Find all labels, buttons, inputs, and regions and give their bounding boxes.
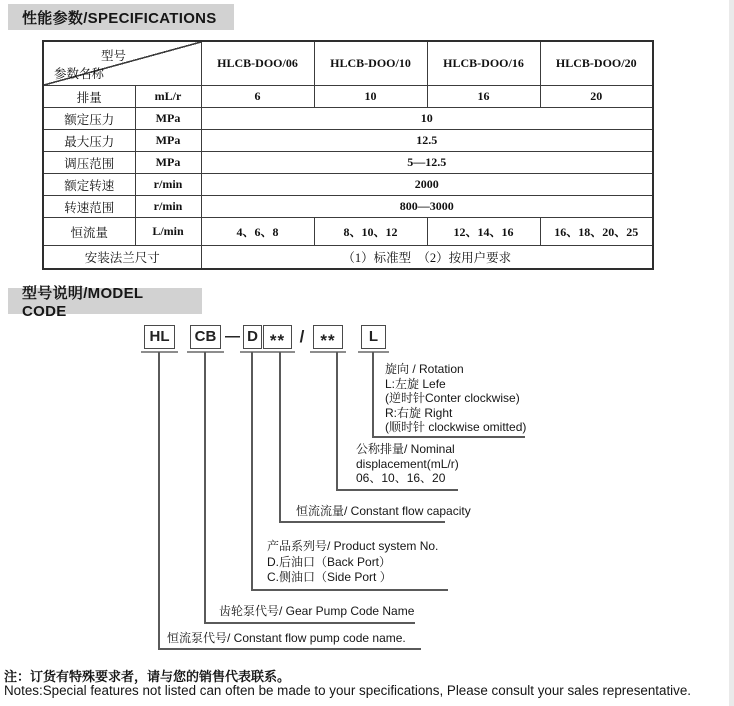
underline-pump: [158, 648, 421, 650]
row-name: 最大压力: [43, 130, 135, 152]
annotation-series: [267, 539, 438, 586]
spec-table: [42, 40, 654, 270]
corner-label-model: 型号: [101, 49, 127, 63]
annotation-line: 06、10、16、20: [356, 471, 446, 485]
code-segment-cb: CB: [190, 325, 221, 349]
table-row: [43, 130, 653, 152]
annotation-rotation: [385, 362, 526, 435]
table-row: [43, 86, 653, 108]
table-row: [43, 108, 653, 130]
cell-value: 16、18、20、25: [540, 218, 653, 246]
cell-value-merged: 2000: [201, 174, 653, 196]
row-name: 安装法兰尺寸: [43, 246, 201, 270]
underline-gear: [204, 622, 415, 624]
annotation-line: 恒流流量/ Constant flow capacity: [296, 504, 471, 518]
row-name: 恒流量: [43, 218, 135, 246]
annotation-line: 产品系列号/ Product system No.: [267, 539, 439, 553]
connector-line-stars2: [336, 352, 338, 489]
cell-value: 10: [314, 86, 427, 108]
underbar-stars1: [260, 351, 295, 353]
annotation-displacement: [356, 442, 459, 486]
table-row: [43, 152, 653, 174]
cell-value: 4、6、8: [201, 218, 314, 246]
row-unit: r/min: [135, 174, 201, 196]
model-code-section-title: 型号说明/MODEL CODE: [8, 288, 202, 314]
cell-value: 8、10、12: [314, 218, 427, 246]
row-unit: L/min: [135, 218, 201, 246]
cell-value-merged: 12.5: [201, 130, 653, 152]
connector-line-hl: [158, 352, 160, 648]
annotation-line: D.后油口（Back Port）: [267, 554, 392, 569]
diagonal-header-cell: [43, 41, 201, 86]
annotation-line: (逆时针Conter clockwise): [385, 391, 520, 405]
column-header: HLCB-DOO/20: [540, 41, 653, 86]
row-unit: MPa: [135, 152, 201, 174]
code-segment-hl: HL: [144, 325, 175, 349]
specifications-section-title: 性能参数/SPECIFICATIONS: [8, 4, 234, 30]
corner-label-parameter: 参数名称: [54, 67, 105, 81]
table-header-row: [43, 41, 653, 86]
code-segment-dash: —: [225, 328, 240, 345]
note-english: Notes:Special features not listed can often be made to your specifications, Please consult your sales representative.: [4, 683, 692, 698]
row-name: 额定压力: [43, 108, 135, 130]
cell-value-merged: 800—3000: [201, 196, 653, 218]
annotation-line: 公称排量/ Nominal: [356, 442, 455, 456]
connector-line-d: [251, 352, 253, 589]
underline-rotation: [372, 436, 525, 438]
row-unit: MPa: [135, 130, 201, 152]
connector-line-stars1: [279, 352, 281, 521]
annotation-line: 齿轮泵代号/ Gear Pump Code Name: [219, 604, 415, 618]
cell-value-merged: （1）标准型 （2）按用户要求: [201, 246, 653, 270]
underline-series: [251, 589, 448, 591]
annotation-line: displacement(mL/r): [356, 456, 459, 471]
annotation-line: L:左旋 Lefe: [385, 376, 446, 391]
row-name: 调压范围: [43, 152, 135, 174]
row-unit: MPa: [135, 108, 201, 130]
row-name: 转速范围: [43, 196, 135, 218]
code-segment-slash: /: [299, 327, 305, 346]
annotation-line: (顺时针 clockwise omitted): [385, 420, 527, 434]
row-name: 排量: [43, 86, 135, 108]
cell-value: 6: [201, 86, 314, 108]
cell-value-merged: 10: [201, 108, 653, 130]
annotation-line: 旋向 / Rotation: [385, 362, 464, 376]
note-chinese: 注：订货有特殊要求者，请与您的销售代表联系。: [4, 669, 291, 684]
cell-value-merged: 5—12.5: [201, 152, 653, 174]
cell-value: 12、14、16: [427, 218, 540, 246]
column-header: HLCB-DOO/16: [427, 41, 540, 86]
underline-displacement: [336, 489, 458, 491]
page-edge-shade: [729, 0, 734, 706]
underline-flow: [279, 521, 445, 523]
connector-line-l: [372, 352, 374, 436]
annotation-line: R:右旋 Right: [385, 405, 453, 420]
connector-line-cb: [204, 352, 206, 622]
row-unit: mL/r: [135, 86, 201, 108]
table-row: [43, 174, 653, 196]
underbar-stars2: [310, 351, 346, 353]
annotation-pump: [167, 631, 406, 646]
annotation-line: 恒流泵代号/ Constant flow pump code name.: [167, 631, 406, 645]
table-row: [43, 246, 653, 270]
annotation-line: C.侧油口（Side Port ）: [267, 570, 392, 584]
table-row: [43, 218, 653, 246]
row-unit: r/min: [135, 196, 201, 218]
row-name: 额定转速: [43, 174, 135, 196]
annotation-gear: [219, 604, 414, 619]
table-row: [43, 196, 653, 218]
code-segment-l: L: [361, 325, 386, 349]
column-header: HLCB-DOO/06: [201, 41, 314, 86]
code-segment-d: D: [243, 325, 262, 349]
cell-value: 16: [427, 86, 540, 108]
annotation-flow: [296, 504, 471, 519]
cell-value: 20: [540, 86, 653, 108]
code-segment-stars1: **: [263, 325, 292, 349]
code-segment-stars2: **: [313, 325, 343, 349]
column-header: HLCB-DOO/10: [314, 41, 427, 86]
